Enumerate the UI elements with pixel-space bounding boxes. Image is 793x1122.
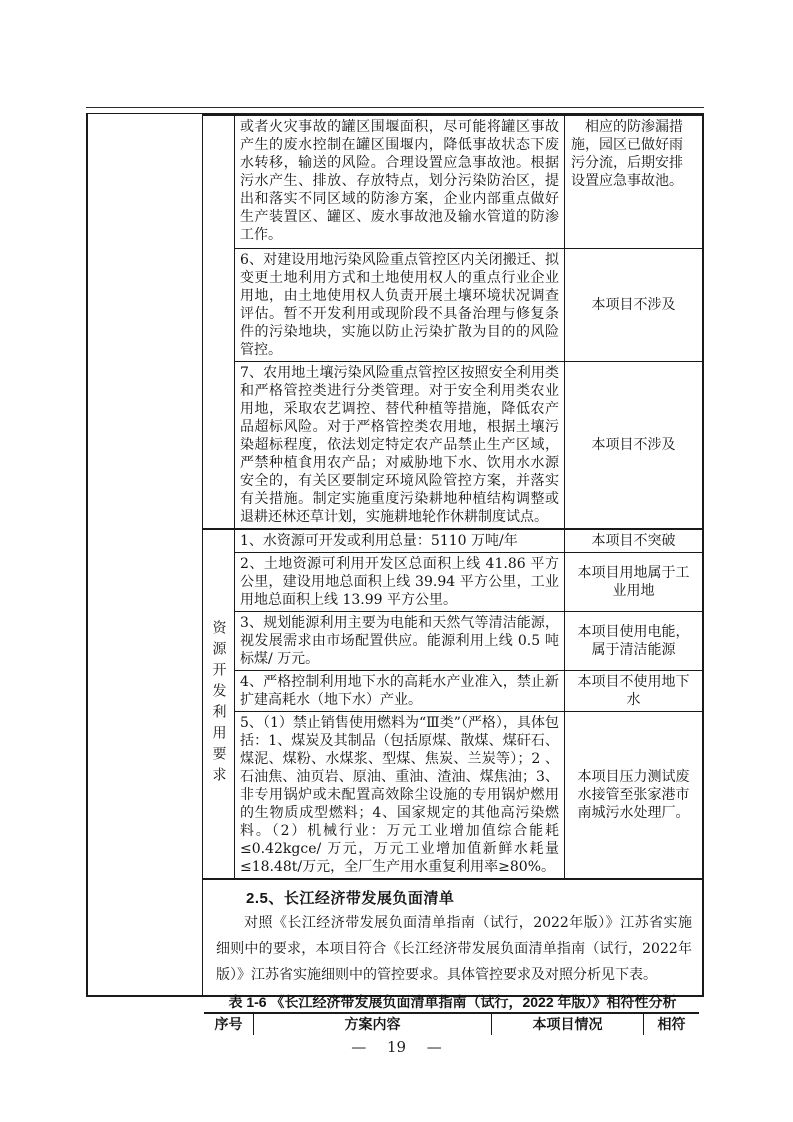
project-status-text: 本项目用地属于工业用地	[577, 565, 690, 599]
requirement-text: 1、水资源可开发或利用总量：5110 万吨/年	[235, 530, 565, 552]
table-row	[235, 670, 702, 711]
project-status-text: 本项目使用电能，属于清洁能源	[577, 624, 690, 658]
category-column-empty	[88, 113, 203, 995]
project-status-text: 本项目压力测试废水接管至张家港市南城污水处理厂。	[577, 769, 690, 821]
resource-section-label-cell	[203, 530, 235, 878]
project-status-text: 相应的防渗漏措施，园区已做好雨污分流，后期安排设置应急事故池。	[571, 119, 683, 189]
requirement-text: 5、（1）禁止销售使用燃料为“Ⅲ类”（严格），具体包括：1、煤炭及其制品（包括原煤、散煤、煤矸石、煤泥、煤粉、水煤浆、型煤、焦炭、兰炭等）；2 、石油焦、油页岩、原油、重油、渣油、煤焦油；3、非专用锅炉或未配置高效除尘设施的专用锅炉燃用的生物质成型燃料；4、国家规定的其他高污染燃料。（2）机械行业：万元工业增加值综合能耗≤0.42kgce/ 万元，万元工业增加值新鲜水耗量≤18.48t/万元，全厂生产用水重复利用率≥80%。	[235, 712, 565, 878]
compliance-table	[86, 113, 704, 1032]
project-status-text: 本项目不使用地下水	[577, 674, 690, 708]
requirement-text: 3、规划能源利用主要为电能和天然气等清洁能源，视发展需求由市场配置供应。能源利用上线 0.5 吨标煤/ 万元。	[235, 612, 565, 670]
soil-risk-section	[203, 116, 702, 528]
resource-category-label: 资源开发利用要求	[210, 620, 227, 788]
table-continuation-rule	[86, 107, 704, 108]
column-header-conformity: 相符	[657, 1016, 686, 1032]
column-header-project-situation: 本项目情况	[492, 1014, 644, 1035]
requirement-text: 或者火灾事故的罐区围堰面积，尽可能将罐区事故产生的废水控制在罐区围堰内，降低事故状态下废水转移，输送的风险。合理设置应急事故池。根据污水产生、排放、存放特点，划分污染防治区，提出和落实不同区域的防渗方案，企业内部重点做好生产装置区、罐区、废水事故池及输水管道的防渗工作。	[235, 116, 565, 248]
requirement-text: 6、对建设用地污染风险重点管控区内关闭搬迁、拟变更土地利用方式和土地使用权人的重点行业企业用地，由土地使用权人负责开展土壤环境状况调查评估。暂不开发利用或现阶段不具备治理与修复条件的污染地块，实施以防止污染扩散为目的的风险管控。	[235, 249, 565, 361]
table-row	[235, 361, 702, 528]
requirements-table	[203, 116, 702, 880]
requirement-text: 4、严格控制利用地下水的高耗水产业准入，禁止新扩建高耗水（地下水）产业。	[235, 671, 565, 711]
table-1-6-title: 表 1-6 《长江经济带发展负面清单指南（试行，2022 年版）》相符性分析	[228, 994, 677, 1010]
table-row	[235, 611, 702, 670]
table-row	[235, 530, 702, 552]
project-status-cell	[565, 116, 702, 248]
column-header-seq: 序号	[204, 1014, 254, 1035]
table-row	[235, 552, 702, 611]
resource-utilization-section	[203, 528, 702, 878]
soil-section-label-cell	[203, 116, 235, 528]
requirement-text: 2、土地资源可利用开发区总面积上线 41.86 平方公里，建设用地总面积上线 39.94 平方公里，工业用地总面积上线 13.99 平方公里。	[235, 553, 565, 611]
section-paragraph: 对照《长江经济带发展负面清单指南（试行，2022年版）》江苏省实施细则中的要求，本项目符合《长江经济带发展负面清单指南（试行，2022年版）》江苏省实施细则中的管控要求。具体管控要求及对照分析见下表。	[216, 915, 692, 983]
negative-list-section	[203, 880, 702, 1035]
page-number: — 19 —	[351, 1038, 442, 1056]
section-heading: 2.5、长江经济带发展负面清单	[246, 890, 455, 907]
soil-section-rows	[235, 116, 702, 528]
table-row	[235, 711, 702, 878]
resource-section-rows	[235, 530, 702, 878]
table-body	[203, 113, 702, 1032]
table-row	[235, 248, 702, 361]
table-1-6-header-row	[204, 1012, 699, 1035]
project-status-text: 本项目不涉及	[591, 297, 676, 313]
project-status-text: 本项目不突破	[591, 533, 676, 549]
table-row	[235, 116, 702, 248]
project-status-text: 本项目不涉及	[591, 437, 676, 453]
requirement-text: 7、农用地土壤污染风险重点管控区按照安全利用类和严格管控类进行分类管理。对于安全利用类农业用地，采取农艺调控、替代种植等措施，降低农产品超标风险。对于严格管控类农用地，根据土壤污染超标程度，依法划定特定农产品禁止生产区域，严禁种植食用农产品；对威胁地下水、饮用水水源安全的，有关区要制定环境风险管控方案，并落实有关措施。制定实施重度污染耕地种植结构调整或退耕还林还草计划，实施耕地轮作休耕制度试点。	[235, 362, 565, 528]
column-header-plan-content: 方案内容	[254, 1014, 492, 1035]
